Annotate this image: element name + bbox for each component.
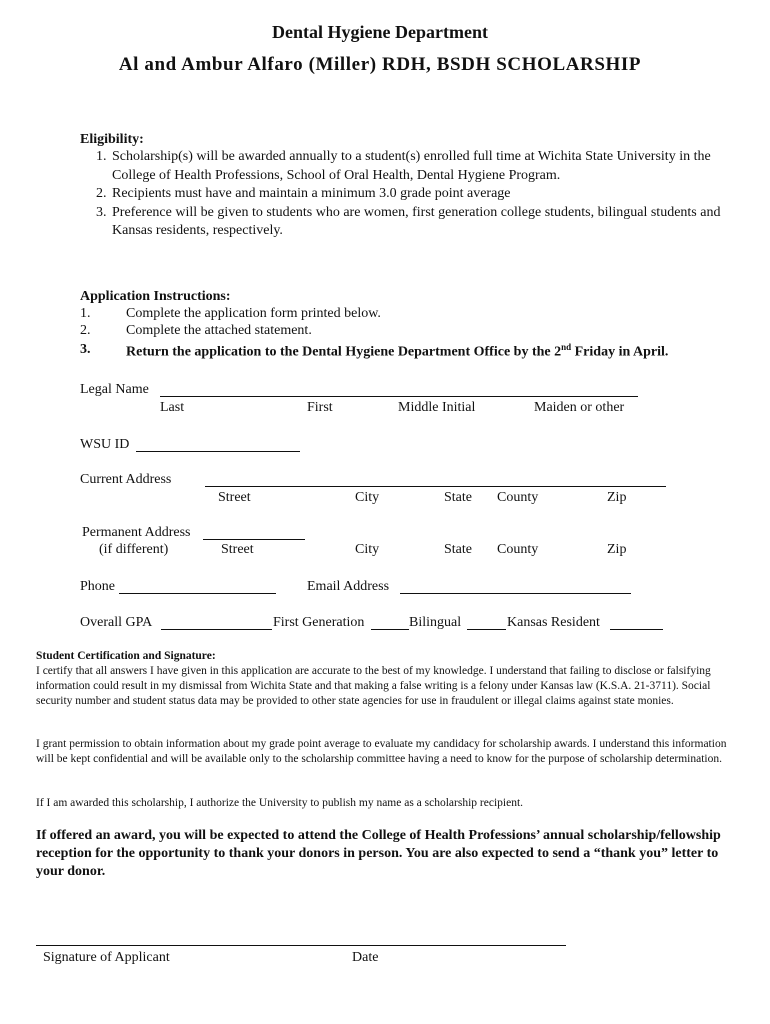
instructions-heading: Application Instructions: xyxy=(80,289,231,304)
eligibility-list xyxy=(80,148,755,241)
first-generation-field[interactable] xyxy=(371,629,409,630)
state-sublabel: State xyxy=(444,542,472,557)
instruction-text: Complete the application form printed below. xyxy=(126,306,381,321)
certification-heading: Student Certification and Signature: xyxy=(36,650,216,662)
legal-name-field[interactable] xyxy=(160,396,638,397)
email-label: Email Address xyxy=(307,579,390,594)
kansas-resident-field[interactable] xyxy=(610,629,663,630)
current-address-label: Current Address xyxy=(80,472,172,487)
ordinal-suffix: nd xyxy=(561,342,572,352)
wsu-id-field[interactable] xyxy=(136,451,300,452)
signature-label: Signature of Applicant xyxy=(43,950,170,965)
instruction-text: Complete the attached statement. xyxy=(126,323,312,338)
department-title: Dental Hygiene Department xyxy=(272,22,488,42)
state-sublabel: State xyxy=(444,490,472,505)
bilingual-field[interactable] xyxy=(467,629,506,630)
county-sublabel: County xyxy=(497,490,539,505)
publish-paragraph: If I am awarded this scholarship, I authorize the University to publish my name as a scholarship recipient. xyxy=(36,797,524,809)
if-different-note: (if different) xyxy=(99,542,169,557)
phone-field[interactable] xyxy=(119,593,276,594)
email-field[interactable] xyxy=(400,593,631,594)
eligibility-item: 1. Scholarship(s) will be awarded annually to a student(s) enrolled full time at Wichita State University in the College of Health Professions, School of Oral Health, Dental Hygiene Program. xyxy=(110,148,755,185)
instruction-number: 1. xyxy=(80,306,91,321)
instruction-text xyxy=(126,342,668,361)
street-sublabel: Street xyxy=(221,542,254,557)
street-sublabel: Street xyxy=(218,490,251,505)
permanent-address-field[interactable] xyxy=(203,539,305,540)
instruction-number: 3. xyxy=(80,342,91,357)
phone-label: Phone xyxy=(80,579,115,594)
date-label: Date xyxy=(352,950,379,965)
eligibility-item: 3. Preference will be given to students who are women, first generation college students, bilingual students and Kansas residents, respectively. xyxy=(110,204,755,241)
eligibility-heading: Eligibility: xyxy=(80,132,144,147)
first-name-sublabel: First xyxy=(307,400,333,415)
instruction-number: 2. xyxy=(80,323,91,338)
instruction-text-pre: Return the application to the Dental Hygiene Department Office by the 2 xyxy=(126,344,562,360)
gpa-field[interactable] xyxy=(161,629,272,630)
permanent-address-label: Permanent Address xyxy=(82,525,191,540)
reception-notice: If offered an award, you will be expected to attend the College of Health Professions’ annual scholarship/fellowship reception for the opportunity to thank your donors in person. You are also expected to send a “thank you” letter to your donor. xyxy=(36,828,721,879)
zip-sublabel: Zip xyxy=(607,490,627,505)
first-generation-label: First Generation xyxy=(273,615,365,630)
city-sublabel: City xyxy=(355,542,380,557)
current-address-field[interactable] xyxy=(205,486,666,487)
instruction-text-post: Friday in April. xyxy=(571,344,669,360)
county-sublabel: County xyxy=(497,542,539,557)
certification-paragraph: I certify that all answers I have given in this application are accurate to the best of my knowledge. I understand that failing to disclose or falsifying information could result in my dismissal from Wichita State and that making a false writing is a felony under Kansas law (K.S.A. 21-3711). Social security number and student status data may be provided to other state agencies for use in fraudulent or illegal claims against state monies. xyxy=(36,665,711,707)
scholarship-title: Al and Ambur Alfaro (Miller) RDH, BSDH SCHOLARSHIP xyxy=(118,54,642,75)
zip-sublabel: Zip xyxy=(607,542,627,557)
gpa-label: Overall GPA xyxy=(80,615,153,630)
middle-initial-sublabel: Middle Initial xyxy=(398,400,476,415)
legal-name-label: Legal Name xyxy=(80,382,149,397)
permission-paragraph: I grant permission to obtain information about my grade point average to evaluate my candidacy for scholarship awards. I understand this information will be kept confidential and will be available only to the scholarship committee having a need to know for the purpose of scholarship determination. xyxy=(36,738,727,765)
signature-line[interactable] xyxy=(36,945,566,946)
city-sublabel: City xyxy=(355,490,380,505)
maiden-name-sublabel: Maiden or other xyxy=(534,400,625,415)
wsu-id-label: WSU ID xyxy=(80,437,130,452)
bilingual-label: Bilingual xyxy=(409,615,462,630)
last-name-sublabel: Last xyxy=(160,400,185,415)
eligibility-item: 2. Recipients must have and maintain a minimum 3.0 grade point average xyxy=(110,185,755,204)
kansas-resident-label: Kansas Resident xyxy=(507,615,600,630)
